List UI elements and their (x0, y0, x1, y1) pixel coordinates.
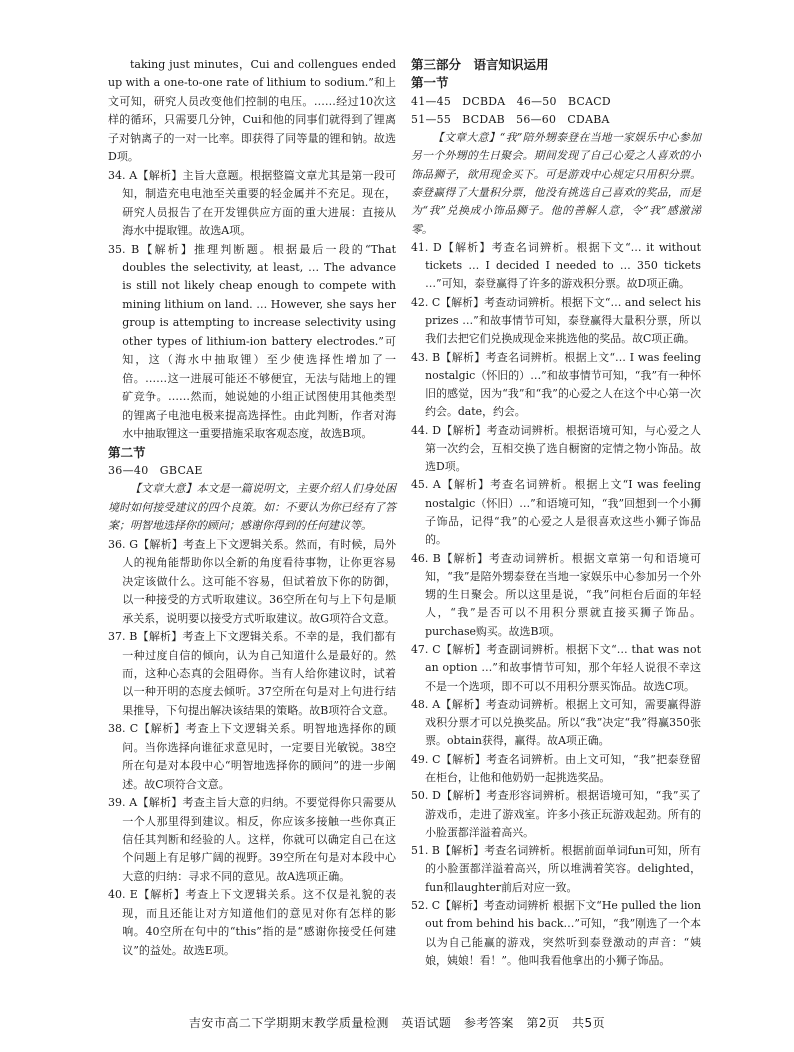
answer-35: 35. B【解析】推理判断题。根据最后一段的“That doubles the selectivity, at least, … The advance is still not likely cheap enough to compete with mining lithium on land. … However, she says her group is attempting to increase selectivity using other types of lithium-ion battery electrodes.”可知，这（海水中抽取锂）至少使选择性增加了一倍。……这一进展可能还不够便宜，无法与陆地上的锂矿竞争。……然而，她说她的小组正试图使用其他类型的锂离子电池电极来提高选择性。由此判断，作者对海水中抽取锂这一重要措施采取客观态度，故选B项。 (108, 242, 396, 441)
answer-51: 51. B【解析】考查名词辨析。根据前面单词fun可知，所有的小脸蛋都洋溢着高兴，所以堆满着笑容。delighted，fun和laughter前后对应一致。 (411, 844, 701, 894)
section-1-keys-row-1: 41—45 DCBDA 46—50 BCACD (411, 94, 611, 108)
left-column (108, 56, 396, 960)
passage-continuation: taking just minutes，Cui and collengues ended up with a one-to-one rate of lithium to sodium.”和上文可知，研究人员改变他们控制的电压。……经过10次这样的循环，只需要几分钟，Cui和他的同事们就得到了锂离子对钠离子的一对一比率。即获得了同等量的锂和钠。故选D项。 (108, 58, 396, 164)
answer-36: 36. G【解析】考查上下文逻辑关系。然而，有时候，局外人的视角能帮助你以全新的角度看待事物，让你更容易决定该做什么。这可能不容易，但试着放下你的防御，以一种接受的方式听取建议。36空所在句与上下句是顺承关系，说明要以接受方式听取建议。故G项符合文意。 (108, 537, 396, 625)
right-column (411, 56, 701, 970)
answer-44: 44. D【解析】考查动词辨析。根据语境可知，与心爱之人第一次约会，互相交换了选自橱窗的定情之物小饰品。故选D项。 (411, 423, 701, 474)
answer-48: 48. A【解析】考查动词辨析。根据上文可知，需要赢得游戏积分票才可以兑换奖品。所以“我”决定“我”得赢350张票。obtain获得，赢得。故A项正确。 (411, 697, 701, 748)
page-footer: 吉安市高二下学期期末教学质量检测 英语试题 参考答案 第2页 共5页 (188, 1016, 606, 1030)
answer-45: 45. A【解析】考查名词辨析。根据上文“I was feeling nostalgic（怀旧）…”和语境可知，“我”回想到一个小狮子饰品，记得“我”的心爱之人是很喜欢这些小狮子饰品的。 (411, 478, 701, 547)
answer-38: 38. C【解析】考查上下文逻辑关系。明智地选择你的顾问。当你选择向谁征求意见时，一定要目光敏锐。38空所在句是对本段中心“明智地选择你的顾问”的进一步阐述。故C项符合文意。 (108, 722, 396, 791)
answer-42: 42. C【解析】考查动词辨析。根据下文“… and select his prizes …”和故事情节可知，泰登赢得大量积分票，所以我们去把它们兑换成现金来挑选他的奖品。故C项正确。 (411, 295, 701, 346)
answer-37: 37. B【解析】考查上下文逻辑关系。不幸的是，我们都有一种过度自信的倾向，认为自己知道什么是最好的。然而，这种心态真的会阻碍你。当有人给你建议时，试着以一种开明的态度去倾听。37空所在句是对上句进行结果推导，下句提出解决该结果的策略。故B项符合文意。 (108, 630, 396, 717)
answer-39: 39. A【解析】考查主旨大意的归纳。不要觉得你只需要从一个人那里得到建议。相反，你应该多接触一些你真正信任其判断和经验的人。这样，你就可以确定自己在这个问题上有足够广阔的视野。39空所在句是对本段中心大意的归纳：寻求不同的意见。故A选项正确。 (108, 796, 396, 883)
answer-41: 41. D【解析】考查名词辨析。根据下文“… it without tickets … I decided I needed to … 350 tickets …”可知，泰登赢得了许多的游戏积分票。故D项正确。 (411, 240, 701, 291)
answer-47: 47. C【解析】考查副词辨析。根据下文“… that was not an option …”和故事情节可知，那个年轻人说很不幸这不是一个选项，即不可以不用积分票买饰品。故选C项。 (411, 643, 701, 693)
section-2-title: 第二节 (108, 444, 146, 460)
part-3-title: 第三部分 语言知识运用 (411, 57, 549, 72)
answer-52: 52. C【解析】考查动词辨析 根据下文“He pulled the lion out from behind his back…”可知，“我”刚选了一个本以为自己能赢的游戏，突然听到泰登激动的声音：“姨娘，姨娘！看！”。他叫我看他拿出的小狮子饰品。 (411, 898, 701, 967)
answer-49: 49. C【解析】考查名词辨析。由上文可知，“我”把泰登留在柜台，让他和他奶奶一起挑选奖品。 (411, 752, 701, 784)
answer-46: 46. B【解析】考查动词辨析。根据文章第一句和语境可知，“我”是陪外甥泰登在当地一家娱乐中心参加另一个外甥的生日聚会。所以这里是说，“我”问柜台后面的年轻人，“我”是否可以不用积分票就直接买狮子饰品。purchase购买。故选B项。 (411, 551, 701, 638)
section-2-summary: 【文章大意】本文是一篇说明文，主要介绍人们身处困境时如何接受建议的四个良策。如：不要认为你已经有了答案；明智地选择你的顾问；感谢你得到的任何建议等。 (108, 482, 396, 533)
section-1-summary: 【文章大意】“我”陪外甥泰登在当地一家娱乐中心参加另一个外甥的生日聚会。期间发现了自己心爱之人喜欢的小饰品狮子，欲用现金买下。可是游戏中心规定只用积分票。泰登赢得了大量积分票，他没有挑选自己喜欢的奖品，而是为“我”兑换成小饰品狮子。他的善解人意，令“我”感激涕零。 (411, 131, 701, 236)
answer-40: 40. E【解析】考查上下文逻辑关系。这不仅是礼貌的表现，而且还能让对方知道他们的意见对你有怎样的影响。40空所在句中的“this”指的是“感谢你接受任何建议”的益处。故选E项。 (108, 888, 396, 957)
section-2-keys: 36—40 GBCAE (108, 463, 203, 477)
section-1-keys-row-2: 51—55 BCDAB 56—60 CDABA (411, 112, 610, 126)
answer-43: 43. B【解析】考查名词辨析。根据上文“… I was feeling nostalgic（怀旧的）…”和故事情节可知，“我”有一种怀旧的感觉，因为“我”和“我”的心爱之人在这个中心第一次约会。date，约会。 (411, 350, 701, 419)
answer-50: 50. D【解析】考查形容词辨析。根据语境可知，“我”买了游戏币，走进了游戏室。许多小孩正玩游戏起劲。所有的小脸蛋都洋溢着高兴。 (411, 789, 701, 839)
answer-34: 34. A【解析】主旨大意题。根据整篇文章尤其是第一段可知，制造充电电池至关重要的轻金属并不充足。现在，研究人员报告了在开发锂供应方面的重大进展：直接从海水中提取锂。故选A项。 (108, 168, 396, 238)
section-1-title: 第一节 (411, 75, 449, 91)
